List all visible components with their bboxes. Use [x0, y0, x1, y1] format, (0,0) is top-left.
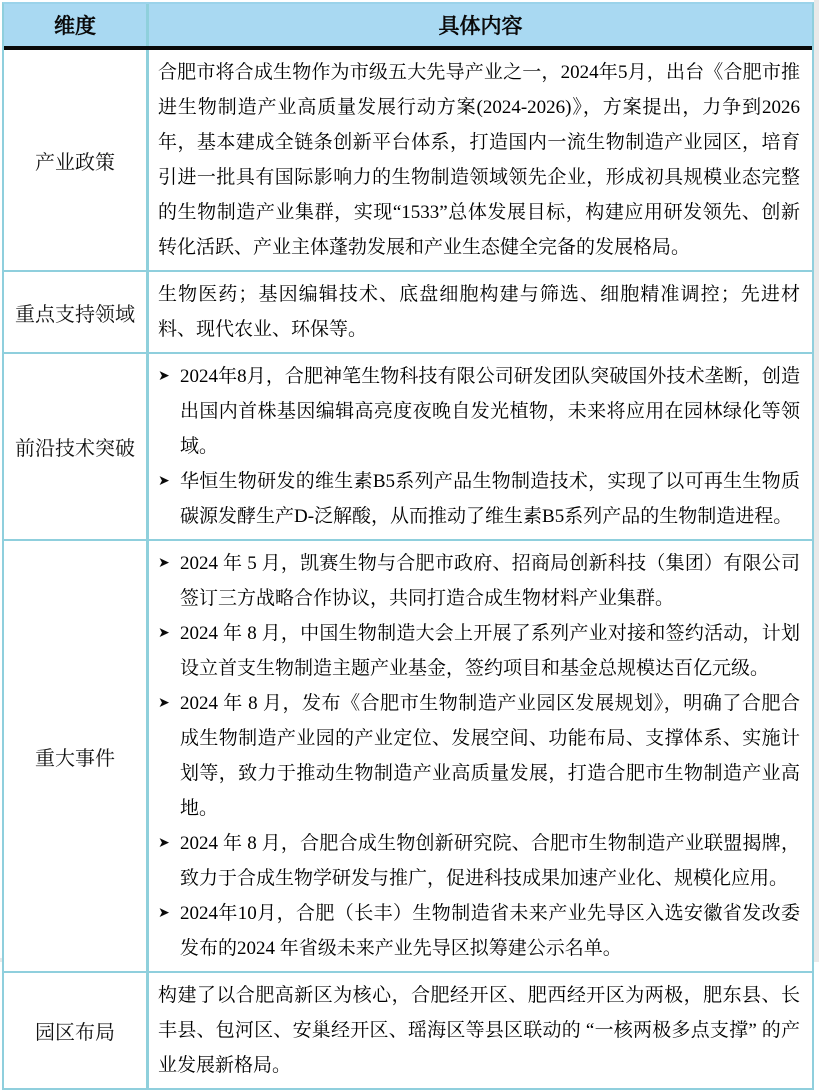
bullet-text: 2024 年 8 月，中国生物制造大会上开展了系列产业对接和签约活动，计划设立首支生物制造主题产业基金，签约项目和基金总规模达百亿元级。: [180, 623, 800, 679]
arrow-bullet-icon: ➤: [158, 905, 170, 921]
row-label: 重点支持领域: [4, 272, 149, 352]
arrow-bullet-icon: ➤: [158, 368, 170, 384]
row-label: 园区布局: [4, 973, 149, 1088]
arrow-bullet-icon: ➤: [158, 625, 170, 641]
dimension-content-table: [2, 2, 814, 1090]
header-cell-content: 具体内容: [438, 15, 523, 38]
bullet-text: 2024年8月，合肥神笔生物科技有限公司研发团队突破国外技术垄断，创造出国内首株基因编辑高亮度夜晚自发光植物，未来将应用在园林绿化等领域。: [180, 366, 800, 457]
bullet-text: 2024 年 8 月，合肥合成生物创新研究院、合肥市生物制造产业联盟揭牌，致力于合成生物学研发与推广，促进科技成果加速产业化、规模化应用。: [180, 833, 800, 889]
table-row: [4, 541, 812, 973]
bullet-item: [158, 359, 800, 464]
bullet-item: [158, 826, 800, 896]
row-label: 产业政策: [4, 50, 149, 270]
content-paragraph: 合肥市将合成生物作为市级五大先导产业之一，2024年5月，出台《合肥市推进生物制造产业高质量发展行动方案(2024-2026)》，方案提出，力争到2026年，基本建成全链条创新平台体系，打造国内一流生物制造产业园区，培育引进一批具有国际影响力的生物制造领域领先企业，形成初具规模业态完整的生物制造产业集群，实现“1533”总体发展目标，构建应用研发领先、创新转化活跃、产业主体蓬勃发展和产业生态健全完备的发展格局。: [158, 62, 800, 258]
table-row: [4, 973, 812, 1088]
bullet-item: [158, 616, 800, 686]
arrow-bullet-icon: ➤: [158, 695, 170, 711]
row-content: [149, 272, 812, 352]
table-body: [4, 50, 812, 1088]
bullet-item: [158, 464, 800, 534]
table-header-row: [4, 4, 812, 50]
bullet-text: 2024年10月，合肥（长丰）生物制造省未来产业先导区入选安徽省发改委发布的2024 年省级未来产业先导区拟筹建公示名单。: [180, 903, 800, 959]
row-label: 前沿技术突破: [4, 354, 149, 539]
row-content: [149, 541, 812, 971]
content-paragraph: 构建了以合肥高新区为核心，合肥经开区、肥西经开区为两极，肥东县、长丰县、包河区、安巢经开区、瑶海区等县区联动的 “一核两极多点支撑” 的产业发展新格局。: [158, 985, 800, 1076]
table-row: [4, 354, 812, 541]
bullet-text: 2024 年 5 月，凯赛生物与合肥市政府、招商局创新科技（集团）有限公司签订三方战略合作协议，共同打造合成生物材料产业集群。: [180, 553, 800, 609]
bullet-text: 2024 年 8 月，发布《合肥市生物制造产业园区发展规划》，明确了合肥合成生物制造产业园的产业定位、发展空间、功能布局、支撑体系、实施计划等，致力于推动生物制造产业高质量发展，打造合肥市生物制造产业高地。: [180, 693, 800, 819]
row-content: [149, 354, 812, 539]
bullet-text: 华恒生物研发的维生素B5系列产品生物制造技术，实现了以可再生生物质碳源发酵生产D-泛解酸，从而推动了维生素B5系列产品的生物制造进程。: [180, 471, 800, 527]
bullet-item: [158, 686, 800, 826]
row-content: [149, 50, 812, 270]
bullet-item: [158, 896, 800, 966]
arrow-bullet-icon: ➤: [158, 555, 170, 571]
bullet-item: [158, 546, 800, 616]
table-row: [4, 272, 812, 354]
arrow-bullet-icon: ➤: [158, 835, 170, 851]
content-paragraph: 生物医药；基因编辑技术、底盘细胞构建与筛选、细胞精准调控；先进材料、现代农业、环保等。: [158, 284, 800, 340]
header-cell-dimension: 维度: [4, 4, 149, 46]
row-content: [149, 973, 812, 1088]
row-label: 重大事件: [4, 541, 149, 971]
arrow-bullet-icon: ➤: [158, 473, 170, 489]
table-row: [4, 50, 812, 272]
